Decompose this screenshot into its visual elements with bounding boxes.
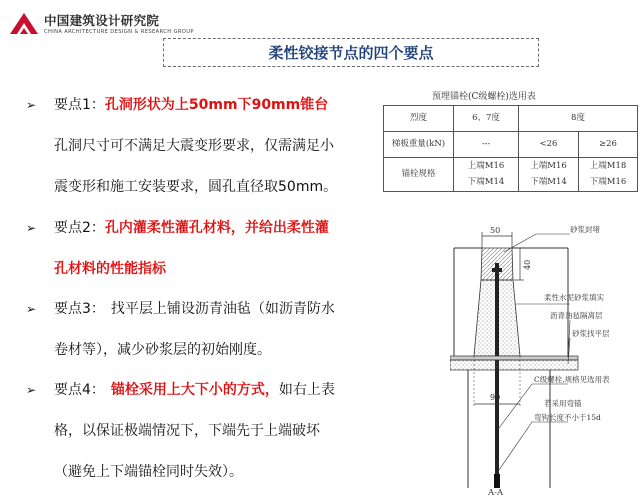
- table-cell: ≥26: [579, 132, 638, 158]
- table-cell: ---: [454, 132, 519, 158]
- chevron-right-icon: ➢: [26, 302, 37, 316]
- point-3-text: 找平层上铺设沥青油毡（如沥青防水: [110, 301, 335, 317]
- slide-title: 柔性铰接节点的四个要点: [268, 44, 434, 62]
- label-flexible-mortar: 柔性水泥砂浆填实: [544, 293, 604, 302]
- dim-side-label: 40: [523, 259, 532, 270]
- table-cell: 上端M18: [579, 158, 638, 175]
- table-cell: 上端M16: [454, 158, 519, 175]
- label-section: A-A: [488, 488, 504, 498]
- point-4-label: 要点4：: [54, 382, 105, 398]
- dim-bottom-label: 90: [490, 393, 501, 402]
- label-mortar-seal: 砂浆封堵: [570, 225, 600, 234]
- point-4-line-2: 格，以保证极端情况下，下端先于上端破坏: [54, 423, 320, 439]
- point-2-line-2: [54, 259, 166, 279]
- table-cell: 8度: [519, 106, 638, 132]
- joint-section-drawing: [450, 208, 642, 498]
- felt-layer: [450, 356, 578, 360]
- point-1-label: 要点1：: [54, 97, 105, 113]
- point-1-emphasis: 孔洞形状为上50mm下90mm锥台: [104, 97, 329, 113]
- org-name-en: CHINA ARCHITECTURE DESIGN & RESEARCH GROUP: [44, 29, 194, 35]
- point-4: [26, 380, 335, 400]
- point-3: [26, 299, 335, 319]
- leveling-layer: [450, 360, 578, 370]
- table-cell: 锚栓规格: [384, 158, 454, 192]
- point-4-line-3: （避免上下端锚栓同时失效）。: [54, 464, 243, 480]
- point-1-line-3: 震变形和施工安装要求，圆孔直径取50mm。: [54, 179, 338, 195]
- point-2-label: 要点2：: [54, 220, 105, 236]
- point-2-emphasis: 孔内灌柔性灌孔材料，并给出柔性灌: [104, 220, 329, 236]
- org-logo: [8, 8, 194, 42]
- table-cell: 上端M16: [519, 158, 579, 175]
- org-name-cn: 中国建筑设计研究院: [44, 13, 160, 28]
- point-3-line-2: 卷材等），减少砂浆层的初始刚度。: [54, 342, 271, 358]
- chevron-right-icon: ➢: [26, 383, 37, 397]
- table-row: [384, 158, 638, 175]
- table-row: [384, 106, 638, 132]
- table-cell: 下端M14: [519, 175, 579, 192]
- dim-side: [514, 248, 532, 280]
- point-4-text: 如右上表: [278, 382, 335, 398]
- dim-top: [482, 226, 512, 248]
- chevron-right-icon: ➢: [26, 98, 37, 112]
- table-cell: <26: [519, 132, 579, 158]
- table-cell: 下端M16: [579, 175, 638, 192]
- anchor-bolt-table: [383, 105, 638, 192]
- dim-top-label: 50: [490, 226, 501, 235]
- org-logo-mark-icon: [8, 10, 40, 36]
- point-1: [26, 95, 328, 115]
- label-bolt-spec: C级螺栓,规格见选用表: [534, 375, 610, 384]
- table-cell: 梯板重量(kN): [384, 132, 454, 158]
- label-leveling: 砂浆找平层: [572, 329, 610, 338]
- chevron-right-icon: ➢: [26, 221, 37, 235]
- point-2-emphasis-cont: 孔材料的性能指标: [54, 261, 166, 277]
- table-cell: 烈度: [384, 106, 454, 132]
- table-caption: 预埋锚栓(C级螺栓)选用表: [432, 92, 536, 102]
- table-cell: 6、7度: [454, 106, 519, 132]
- point-4-emphasis: 锚栓采用上大下小的方式，: [110, 382, 279, 398]
- table-row: [384, 132, 638, 158]
- table-cell: 下端M14: [454, 175, 519, 192]
- label-bend-note-2: 弯钩长度不小于15d: [534, 413, 601, 422]
- point-2: [26, 218, 329, 238]
- label-felt-layer: 沥青油毡隔离层: [550, 311, 603, 320]
- label-bend-note-1: 若采用弯锚: [544, 399, 582, 408]
- slide-title-box: [163, 38, 539, 67]
- point-1-line-2: 孔洞尺寸可不满足大震变形要求，仅需满足小: [54, 138, 334, 154]
- point-3-label: 要点3：: [54, 301, 105, 317]
- anchor-bolt: [495, 263, 499, 483]
